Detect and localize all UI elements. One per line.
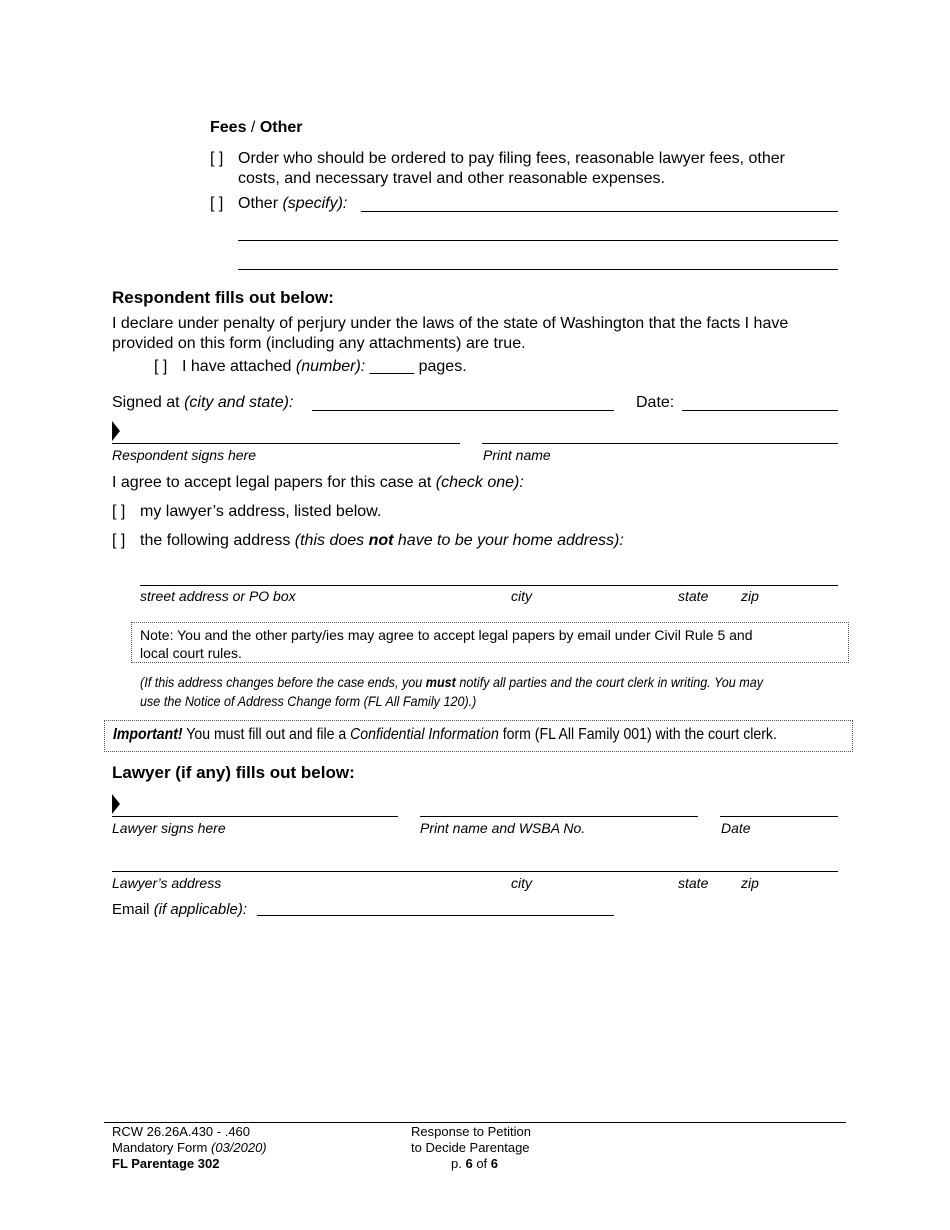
respondent-print-name-field[interactable]: [482, 443, 838, 444]
footer-mandatory: [112, 1140, 267, 1156]
option-lawyer-address-label: my lawyer’s address, listed below.: [140, 503, 382, 520]
fees-heading-a: Fees: [210, 119, 247, 136]
lawyer-city-label: city: [511, 875, 532, 891]
respondent-heading: Respondent fills out below:: [112, 288, 334, 307]
signed-at-field[interactable]: [312, 410, 614, 411]
change-line1-must: must: [425, 674, 456, 690]
addr-street-label: street address or PO box: [140, 588, 296, 604]
agree-text-main: I agree to accept legal papers for this case at: [112, 474, 436, 491]
lawyer-print-name-label: Print name and WSBA No.: [420, 820, 586, 836]
lawyer-zip-label: zip: [741, 875, 759, 891]
change-line1-a: (If this address changes before the case ends, you: [140, 674, 426, 690]
option-following-address-checkbox[interactable]: [ ]: [112, 532, 126, 549]
respondent-declare-line2: provided on this form (including any attachments) are true.: [112, 335, 526, 352]
address-change-line1: [140, 673, 763, 692]
attached-text: [182, 357, 467, 377]
attached-pre: I have attached: [182, 358, 296, 375]
important-text-b: form (FL All Family 001) with the court clerk.: [498, 726, 777, 743]
addr-zip-label: zip: [741, 588, 759, 604]
address-change-line2: use the Notice of Address Change form (FL All Family 120).): [140, 693, 477, 709]
fees-order-line1: Order who should be ordered to pay filing fees, reasonable lawyer fees, other: [238, 150, 785, 167]
signed-at-text: Signed at: [112, 394, 185, 411]
fees-order-checkbox[interactable]: [ ]: [210, 150, 224, 167]
attached-post: pages.: [418, 358, 467, 375]
sign-here-arrow-icon: [112, 421, 120, 441]
footer-title-line2: to Decide Parentage: [411, 1140, 530, 1155]
option2-hint-a: (this does: [294, 532, 369, 549]
email-note-line1: Note: You and the other party/ies may agree to accept legal papers by email under Civil Rule 5 and: [140, 627, 753, 643]
lawyer-date-label: Date: [721, 820, 751, 836]
fees-heading-sep: /: [246, 119, 260, 136]
addr-state-label: state: [678, 588, 709, 604]
footer-rcw: RCW 26.26A.430 - .460: [112, 1124, 251, 1139]
respondent-signs-here-label: Respondent signs here: [112, 447, 256, 463]
fees-other-field-1[interactable]: [361, 211, 838, 212]
important-form-name: Confidential Information: [350, 726, 499, 743]
signed-at-label: [112, 393, 293, 413]
option2-hint-b: have to be your home address):: [393, 532, 624, 549]
respondent-address-field[interactable]: [140, 585, 838, 586]
attached-checkbox[interactable]: [ ]: [154, 358, 168, 375]
footer-page-pre: p.: [451, 1156, 466, 1171]
footer-mandatory-date: (03/2020): [210, 1140, 267, 1155]
footer-page-number: [451, 1156, 498, 1172]
attached-number-hint: (number):: [295, 358, 366, 375]
footer-title-line1: Response to Petition: [411, 1124, 531, 1139]
change-line1-b: notify all parties and the court clerk in writing. You may: [455, 674, 764, 690]
lawyer-address-label: Lawyer’s address: [112, 875, 222, 891]
respondent-declare-line1: I declare under penalty of perjury under the laws of the state of Washington that the facts I have: [112, 315, 789, 332]
option2-text: the following address: [140, 532, 295, 549]
agree-text: [112, 473, 524, 493]
footer-rule: [104, 1122, 846, 1123]
fees-order-line2: costs, and necessary travel and other reasonable expenses.: [238, 170, 665, 187]
footer-page-num: 6: [465, 1156, 473, 1171]
fees-other-text: Other: [238, 195, 279, 212]
option-following-address-label: [140, 531, 624, 551]
lawyer-signs-here-label: Lawyer signs here: [112, 820, 226, 836]
email-note-line2: local court rules.: [140, 645, 242, 661]
option-lawyer-address-checkbox[interactable]: [ ]: [112, 503, 126, 520]
footer-page-mid: of: [472, 1156, 491, 1171]
fees-other-field-2[interactable]: [238, 240, 838, 241]
lawyer-heading: Lawyer (if any) fills out below:: [112, 763, 355, 782]
fees-other-label: [238, 194, 347, 214]
lawyer-email-label: [112, 900, 247, 919]
fees-other-specify: (specify):: [278, 195, 348, 212]
agree-hint: (check one):: [435, 474, 524, 491]
footer-form-id: FL Parentage 302: [112, 1156, 220, 1171]
lawyer-print-name-field[interactable]: [420, 816, 698, 817]
respondent-print-name-label: Print name: [483, 447, 551, 463]
lawyer-signature-field[interactable]: [112, 816, 398, 817]
option2-hint-not: not: [368, 532, 394, 549]
date-label: Date:: [636, 394, 675, 411]
lawyer-state-label: state: [678, 875, 709, 891]
important-text-a: You must fill out and file a: [182, 726, 351, 743]
lawyer-sign-here-arrow-icon: [112, 794, 120, 814]
respondent-signature-field[interactable]: [112, 443, 460, 444]
attached-number-field[interactable]: _____: [365, 358, 419, 375]
lawyer-email-text: Email: [112, 901, 154, 918]
lawyer-address-field[interactable]: [112, 871, 838, 872]
addr-city-label: city: [511, 588, 532, 604]
fees-heading: [210, 118, 302, 138]
important-label: Important!: [113, 726, 183, 743]
fees-other-checkbox[interactable]: [ ]: [210, 195, 224, 212]
lawyer-email-hint: (if applicable):: [153, 901, 248, 918]
important-text: [113, 725, 777, 745]
footer-mandatory-text: Mandatory Form: [112, 1140, 211, 1155]
date-field[interactable]: [682, 410, 838, 411]
signed-at-hint: (city and state):: [184, 394, 294, 411]
fees-heading-b: Other: [259, 119, 303, 136]
fees-other-field-3[interactable]: [238, 269, 838, 270]
lawyer-date-field[interactable]: [720, 816, 838, 817]
lawyer-email-field[interactable]: [257, 915, 614, 916]
footer-page-total: 6: [490, 1156, 499, 1171]
